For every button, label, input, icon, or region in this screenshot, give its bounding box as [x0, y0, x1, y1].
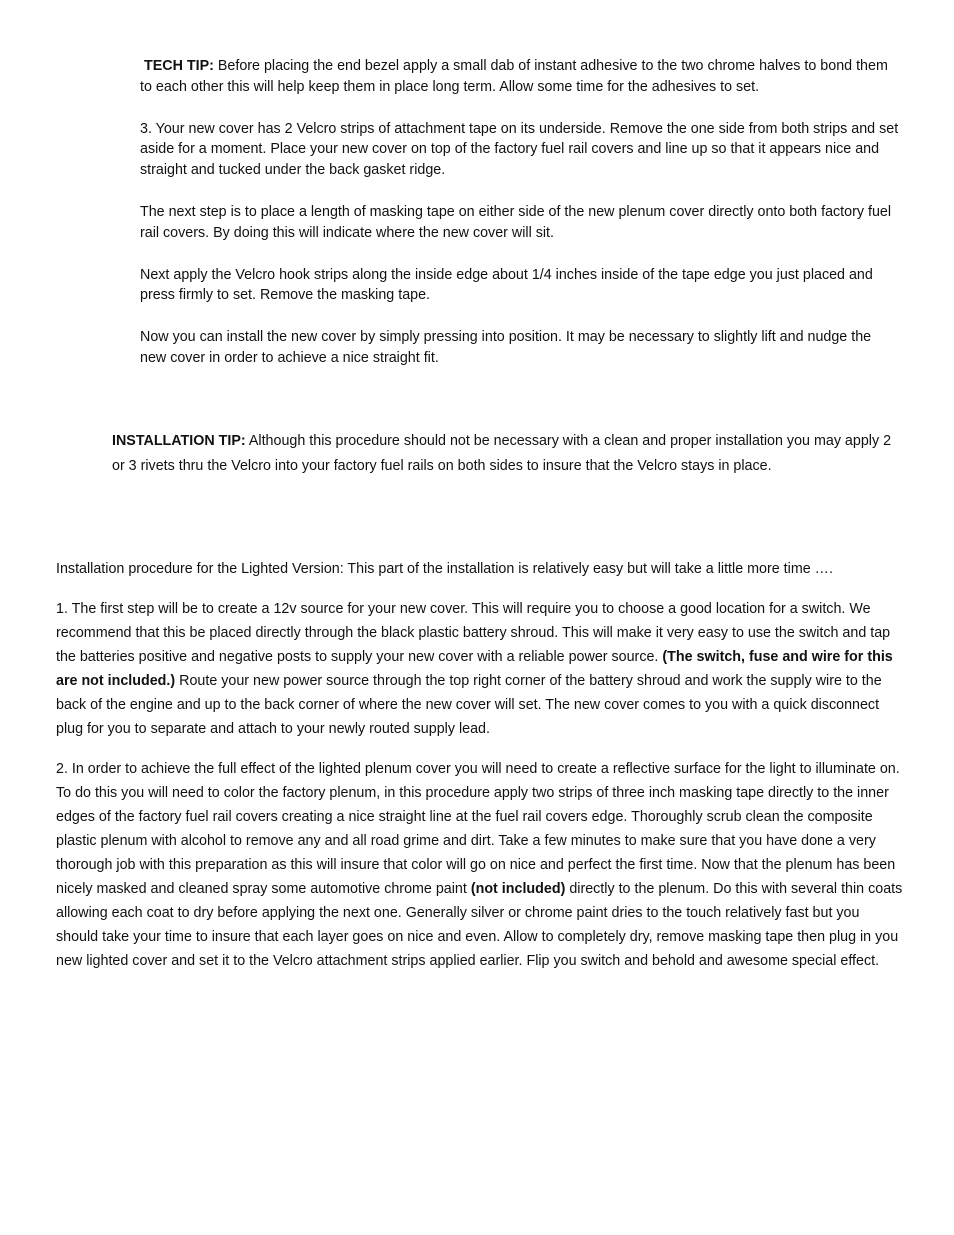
- lighted-step2-paragraph: [56, 757, 904, 974]
- installation-tip-section: [112, 429, 902, 478]
- installation-tip-text: Although this procedure should not be necessary with a clean and proper installation you may apply 2 or 3 rivets thru the Velcro into your factory fuel rails on both sides to insure that the Velcro stays in place.: [112, 433, 892, 474]
- step2-text-a: 2. In order to achieve the full effect of the lighted plenum cover you will need to create a reflective surface for the light to illuminate on. To do this you will need to color the factory plenum, in this procedure apply two strips of three inch masking tape directly to the inner edges of the factory fuel rail covers creating a nice straight line at the fuel rail covers edge. Thoroughly scrub clean the composite plastic plenum with alcohol to remove any and all road grime and dirt. Take a few minutes to make sure that you have done a very thorough job with this preparation as this will insure that color will go on nice and perfect the first time. Now that the plenum has been nicely masked and cleaned spray some automotive chrome paint: [56, 760, 900, 898]
- step3-paragraph: 3. Your new cover has 2 Velcro strips of attachment tape on its underside. Remove the one side from both strips and set aside for a moment. Place your new cover on top of the factory fuel rail covers and line up so that it appears nice and straight and tucked under the back gasket ridge.: [140, 120, 899, 179]
- step1-text-a: 1. The first step will be to create a 12v source for your new cover. This will require you to choose a good location for a switch. We recommend that this be placed directly through the black plastic battery shroud. This will make it very easy to use the switch and tap the batteries positive and negative posts to supply your new cover with a reliable power source.: [56, 600, 891, 665]
- step1-text-b: Route your new power source through the top right corner of the battery shroud and work the supply wire to the back of the engine and up to the back corner of where the new cover will set. The new cover comes to you with a quick disconnect plug for you to separate and attach to your newly routed supply lead.: [56, 672, 882, 738]
- masking-tape-paragraph: The next step is to place a length of masking tape on either side of the new plenum cover directly onto both factory fuel rail covers. By doing this will indicate where the new cover will sit.: [140, 203, 892, 241]
- lighted-step1-paragraph: [56, 597, 904, 742]
- tech-tip-section: [140, 56, 900, 390]
- lighted-intro-paragraph: Installation procedure for the Lighted Version: This part of the installation is relatively easy but will take a little more time ….: [56, 561, 833, 577]
- installation-tip-paragraph: [112, 429, 902, 478]
- velcro-hook-paragraph: Next apply the Velcro hook strips along the inside edge about 1/4 inches inside of the tape edge you just placed and press firmly to set. Remove the masking tape.: [140, 266, 873, 304]
- step2-text-b: directly to the plenum. Do this with several thin coats allowing each coat to dry before applying the next one. Generally silver or chrome paint dries to the touch relatively fast but you should take your time to insure that each layer goes on nice and even. Allow to completely dry, remove masking tape then plug in you new lighted cover and set it to the Velcro attachment strips applied earlier. Flip you switch and behold and awesome special effect.: [56, 881, 903, 970]
- tech-tip-text: Before placing the end bezel apply a small dab of instant adhesive to the two chrome halves to bond them to each other this will help keep them in place long term. Allow some time for the adhesives to set.: [140, 58, 888, 95]
- installation-tip-label: INSTALLATION TIP:: [112, 433, 246, 449]
- step2-not-included-note: (not included): [470, 881, 566, 898]
- step1-not-included-note: (The switch, fuse and wire for this are not included.): [56, 648, 893, 689]
- lighted-version-section: [56, 557, 904, 989]
- tech-tip-label: TECH TIP:: [143, 58, 214, 74]
- tech-tip-paragraph: [140, 56, 900, 98]
- install-cover-paragraph: Now you can install the new cover by simply pressing into position. It may be necessary to slightly lift and nudge the new cover in order to achieve a nice straight fit.: [140, 329, 872, 366]
